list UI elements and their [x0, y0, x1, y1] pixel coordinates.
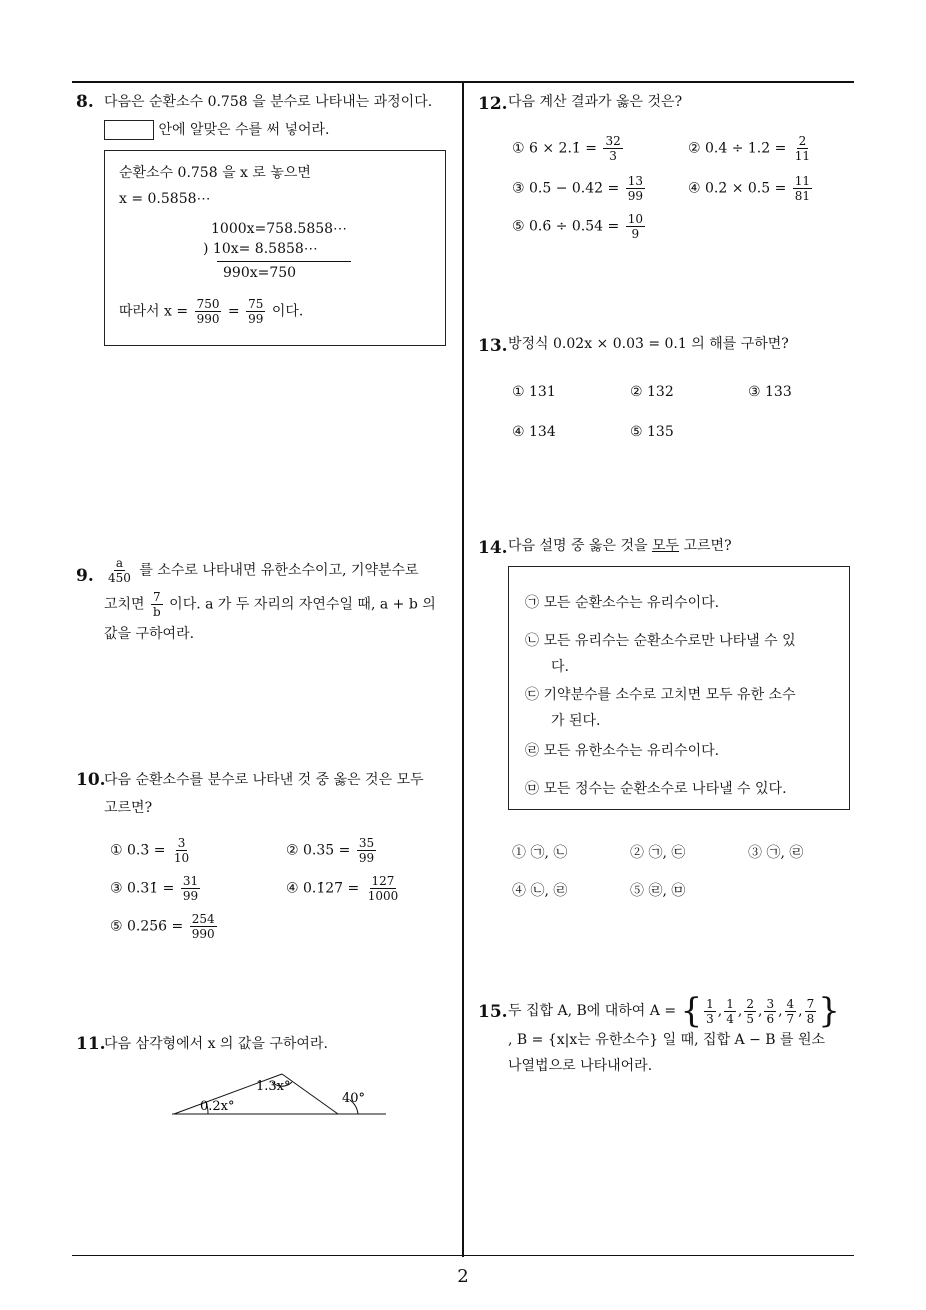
option-fraction — [626, 174, 645, 203]
question-9-line2 — [104, 590, 436, 619]
frac-den: 3 — [609, 149, 617, 163]
question-11-number: 11. — [76, 1034, 106, 1054]
q14-option-5[interactable]: ⑤ ㉣, ㉤ — [630, 883, 686, 899]
frac-den: 10 — [173, 851, 190, 865]
question-9-line1 — [104, 556, 419, 585]
option-fraction — [366, 874, 401, 903]
frac-num: 35 — [358, 836, 375, 850]
frac-den: 99 — [248, 312, 264, 326]
q14-option-2[interactable]: ② ㉠, ㉢ — [630, 845, 686, 861]
frac-den: 9 — [631, 227, 640, 241]
frac-num: 254 — [191, 912, 215, 926]
frac-num: 4 — [786, 996, 795, 1011]
frac-num: 1 — [706, 996, 714, 1011]
q10-option-5[interactable] — [110, 912, 219, 941]
set-close-brace: } — [818, 991, 840, 1031]
statement-1: ㉠ 모든 순환소수는 유리수이다. — [525, 595, 720, 611]
frac-den: 8 — [806, 1011, 815, 1026]
q10-option-1[interactable] — [110, 836, 193, 865]
question-9-number: 9. — [76, 566, 94, 586]
q13-option-5[interactable]: ⑤ 135 — [630, 424, 674, 440]
equals-sign: = — [227, 303, 240, 320]
column-divider — [462, 82, 464, 1257]
statement-4: ㉣ 모든 유한소수는 유리수이다. — [525, 743, 720, 759]
frac-den: 6 — [766, 1011, 775, 1026]
option-text: ③ 0.5̇ − 0.42̇ = — [512, 180, 620, 197]
frac-num: 7 — [153, 590, 161, 604]
question-8-line2 — [104, 116, 329, 144]
q10-option-4[interactable] — [286, 874, 402, 903]
frac-den: 7 — [786, 1011, 795, 1026]
frac-num: 3 — [177, 836, 186, 850]
question-10-number: 10. — [76, 770, 106, 790]
frac-num: 3 — [766, 996, 775, 1011]
statement-3-cont: 가 된다. — [551, 713, 601, 729]
option-fraction — [190, 912, 217, 941]
question-12-text: 다음 계산 결과가 옳은 것은? — [508, 94, 683, 110]
frac-num: 127 — [371, 874, 395, 888]
set-element-fraction — [764, 997, 776, 1026]
question-9-line1-text: 를 소수로 나타내면 유한소수이고, 기약분수로 — [139, 562, 419, 579]
question-8-line1: 다음은 순환소수 0.75̇8̇ 을 분수로 나타내는 과정이다. — [104, 94, 433, 110]
q12-option-1[interactable] — [512, 134, 625, 163]
q14-option-4[interactable]: ④ ㉡, ㉣ — [512, 883, 568, 899]
question-9-line2-post: 이다. a 가 두 자리의 자연수일 때, a + b 의 — [169, 596, 436, 613]
frac-num: 31 — [182, 874, 199, 888]
question-13-text: 방정식 0.02̇x × 0.03̇ = 0.1 의 해를 구하면? — [508, 336, 789, 352]
option-text: ④ 0.1̇27̇ = — [286, 880, 360, 897]
box-line-4: ) 10x= 8.5858⋯ — [203, 241, 318, 257]
box-line-3: 1000x=758.5858⋯ — [211, 221, 348, 237]
box-line-2: x = 0.5858⋯ — [119, 191, 211, 207]
set-element-fraction — [704, 997, 716, 1026]
question-10-line2: 고르면? — [104, 800, 153, 816]
set-comma: , — [717, 1003, 723, 1019]
frac-num: 75 — [248, 297, 264, 311]
statement-2-cont: 다. — [551, 659, 569, 675]
fraction-a-450 — [106, 556, 133, 585]
option-text: ⑤ 0.6̇ ÷ 0.5̇4̇ = — [512, 218, 620, 235]
frac-num: 2 — [746, 996, 754, 1011]
set-comma: , — [757, 1003, 763, 1019]
q12-option-3[interactable] — [512, 174, 647, 203]
option-text: ⑤ 0.25̇6̇ = — [110, 918, 184, 935]
frac-den: 990 — [196, 312, 220, 326]
question-9-line3: 값을 구하여라. — [104, 626, 195, 642]
option-fraction — [626, 212, 645, 241]
frac-den: 11 — [794, 149, 811, 163]
question-8-line2-text: 안에 알맞은 수를 써 넣어라. — [158, 122, 330, 138]
frac-den: 99 — [627, 189, 643, 203]
option-fraction — [793, 174, 812, 203]
question-14-text-a: 다음 설명 중 옳은 것을 — [508, 538, 648, 554]
q13-option-2[interactable]: ② 132 — [630, 384, 674, 400]
set-element-fraction — [785, 997, 797, 1026]
q12-option-5[interactable] — [512, 212, 647, 241]
q12-option-2[interactable] — [688, 134, 814, 163]
fraction-750-990 — [195, 297, 222, 326]
angle-label-exterior: 40° — [342, 1091, 366, 1106]
question-15-number: 15. — [478, 1002, 508, 1022]
option-text: ④ 0.2̇ × 0.5̇ = — [688, 180, 787, 197]
box-line-6-pre: 따라서 x = — [119, 303, 189, 320]
set-element-fraction — [724, 997, 736, 1026]
q10-option-3[interactable] — [110, 874, 202, 903]
q13-option-3[interactable]: ③ 133 — [748, 384, 792, 400]
option-text: ① 6 × 2.1̇ = — [512, 140, 597, 157]
fraction-7-b — [151, 590, 163, 619]
q13-option-4[interactable]: ④ 134 — [512, 424, 556, 440]
bottom-rule — [72, 1255, 854, 1256]
frac-num: 750 — [196, 297, 220, 311]
frac-den: b — [153, 605, 161, 619]
page-number: 2 — [457, 1266, 469, 1287]
question-10-line1: 다음 순환소수를 분수로 나타낸 것 중 옳은 것은 모두 — [104, 772, 424, 788]
frac-den: 1000 — [367, 889, 399, 903]
question-14-text-underlined: 모두 — [651, 538, 680, 554]
box-line-6 — [119, 297, 303, 326]
option-fraction — [357, 836, 376, 865]
statement-5: ㉤ 모든 정수는 순환소수로 나타낼 수 있다. — [525, 781, 787, 797]
q14-option-3[interactable]: ③ ㉠, ㉣ — [748, 845, 804, 861]
frac-den: 4 — [726, 1011, 734, 1026]
box-line-5: 990x=750 — [223, 265, 297, 281]
option-text: ② 0.4̇ ÷ 1.2̇ = — [688, 140, 787, 157]
box-line-1: 순환소수 0.75̇8̇ 을 x 로 놓으면 — [119, 165, 311, 181]
question-15-line1 — [508, 991, 840, 1031]
box-line-6-post: 이다. — [271, 303, 304, 320]
frac-num: a — [115, 556, 124, 570]
question-14-number: 14. — [478, 538, 508, 558]
q12-option-4[interactable] — [688, 174, 814, 203]
frac-num: 11 — [794, 174, 811, 188]
frac-num: 1 — [726, 996, 734, 1011]
frac-num: 13 — [627, 174, 643, 188]
frac-den: 99 — [358, 851, 375, 865]
set-comma: , — [737, 1003, 743, 1019]
statement-2: ㉡ 모든 유리수는 순환소수로만 나타낼 수 있 — [525, 633, 796, 649]
frac-den: 81 — [794, 189, 811, 203]
question-11-text: 다음 삼각형에서 x 의 값을 구하여라. — [104, 1036, 328, 1052]
option-fraction — [793, 134, 812, 163]
question-13-number: 13. — [478, 336, 508, 356]
option-fraction — [172, 836, 191, 865]
frac-den: 99 — [182, 889, 199, 903]
frac-num: 7 — [806, 996, 815, 1011]
set-comma: , — [798, 1003, 803, 1019]
frac-den: 3 — [706, 1011, 714, 1026]
set-open-brace: { — [680, 991, 703, 1031]
option-fraction — [603, 134, 622, 163]
option-text: ① 0.3̇ = — [110, 842, 166, 859]
frac-den: 450 — [108, 571, 131, 585]
triangle-diagram — [168, 1060, 394, 1124]
question-14-text-b: 고르면? — [683, 538, 732, 554]
question-15-line1-pre: 두 집합 A, B에 대하여 A = — [508, 1003, 677, 1019]
answer-blank-box[interactable] — [104, 120, 154, 140]
question-15-line3: 나열법으로 나타내어라. — [508, 1058, 653, 1074]
option-text: ③ 0.31̇ = — [110, 880, 175, 897]
q13-option-1[interactable]: ① 131 — [512, 384, 556, 400]
q14-option-1[interactable]: ① ㉠, ㉡ — [512, 845, 568, 861]
question-9-line2-pre: 고치면 — [104, 596, 145, 613]
question-8-number: 8. — [76, 92, 94, 112]
frac-num: 10 — [627, 212, 643, 226]
question-8-solution-box — [104, 150, 446, 346]
frac-num: 32 — [605, 134, 621, 148]
question-14-statement-box — [508, 566, 850, 810]
set-element-fraction — [744, 997, 756, 1026]
frac-den: 5 — [746, 1011, 754, 1026]
frac-num: 2 — [798, 134, 807, 148]
statement-3: ㉢ 기약분수를 소수로 고치면 모두 유한 소수 — [525, 687, 796, 703]
set-A-elements — [702, 996, 818, 1026]
angle-label-left: 0.2x° — [200, 1099, 235, 1114]
frac-den: 990 — [191, 927, 215, 941]
fraction-75-99 — [246, 297, 265, 326]
question-12-number: 12. — [478, 94, 508, 114]
question-15-line2: , B = {x|x는 유한소수} 일 때, 집합 A − B 를 원소 — [508, 1032, 826, 1048]
option-text: ② 0.35̇ = — [286, 842, 351, 859]
question-14-text — [508, 532, 732, 560]
q10-option-2[interactable] — [286, 836, 378, 865]
angle-label-top: 1.3x° — [256, 1079, 291, 1094]
set-comma: , — [778, 1003, 783, 1019]
option-fraction — [181, 874, 200, 903]
set-element-fraction — [805, 997, 817, 1026]
